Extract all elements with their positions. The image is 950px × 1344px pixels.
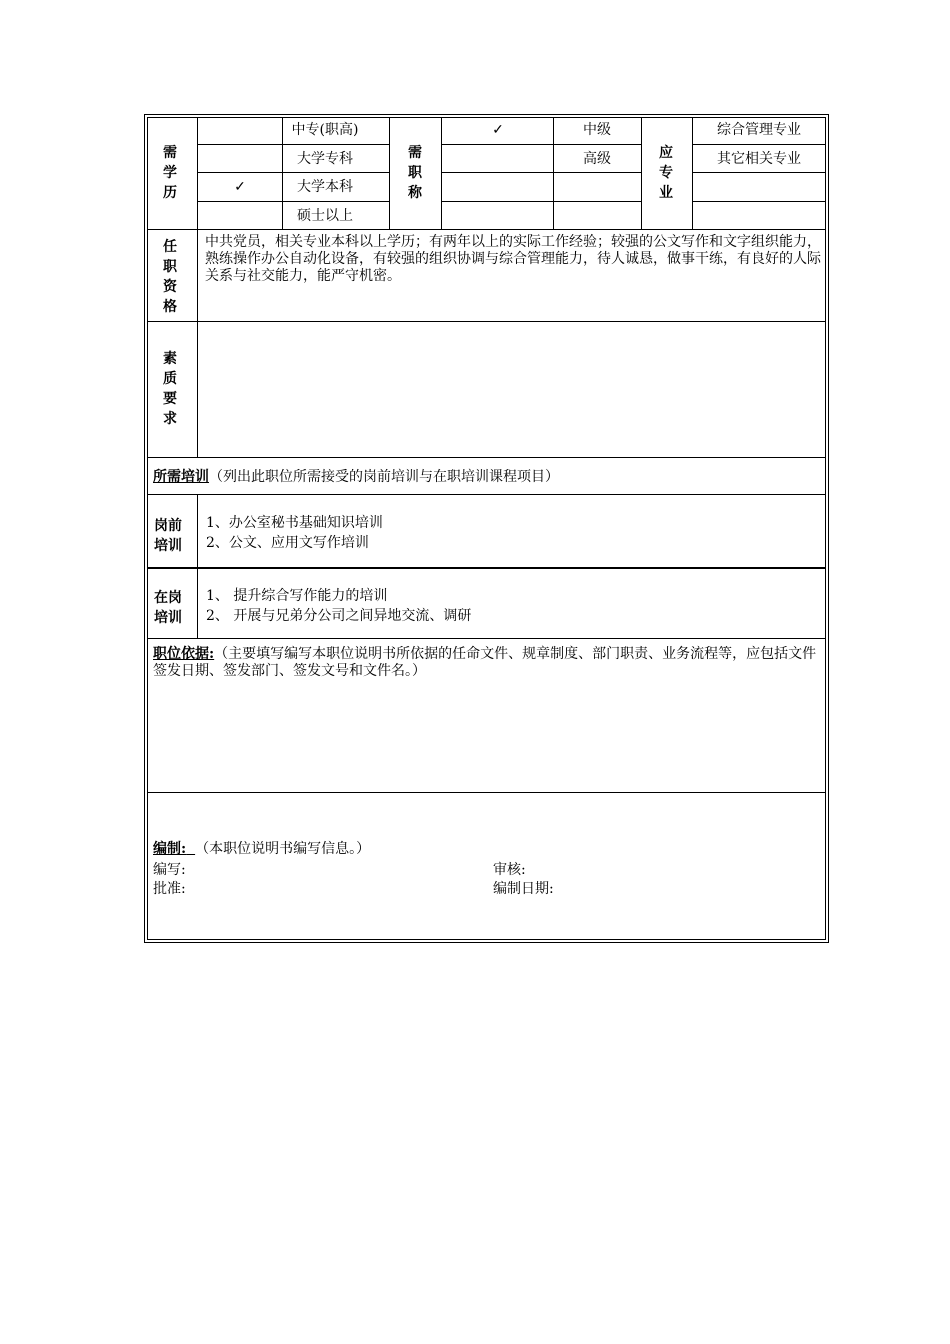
grid-line [692, 144, 826, 145]
quality-label: 素质要求 [163, 351, 177, 427]
on-job-training-label: 在岗培训 [154, 590, 182, 626]
divider-line [147, 229, 826, 230]
grid-line [692, 201, 826, 202]
divider-line [147, 792, 826, 793]
compile-note: （本职位说明书编写信息。） [195, 841, 371, 857]
divider-line [147, 494, 826, 495]
qualification-text: 中共党员，相关专业本科以上学历；有两年以上的实际工作经验；较强的公文写作和文字组织能力，熟练操作办公自动化设备，有较强的组织协调与综合管理能力，待人诚恳，做事干练，有良好的人际关系与社交能力，能严守机密。 [205, 234, 821, 284]
divider-line [147, 457, 826, 458]
compile-approver: 批准: [153, 881, 186, 897]
training-header [153, 469, 559, 485]
training-note: （列出此职位所需接受的岗前培训与在职培训课程项目） [209, 469, 559, 485]
education-option-2: 大学专科 [297, 151, 353, 167]
pre-job-training-item-2: 2、公文、应用文写作培训 [206, 535, 369, 551]
major-option-2: 其它相关专业 [717, 151, 801, 167]
training-title: 所需培训 [153, 469, 209, 485]
grid-line [441, 201, 641, 202]
compile-writer: 编写: [153, 862, 186, 878]
divider-line [147, 568, 826, 569]
grid-line [197, 494, 198, 638]
grid-line [441, 172, 641, 173]
grid-line [197, 201, 389, 202]
grid-line [389, 117, 390, 229]
basis-title: 职位依据: [153, 646, 215, 662]
education-label: 需学历 [163, 145, 177, 201]
grid-line [197, 144, 389, 145]
grid-line [692, 172, 826, 173]
grid-line [197, 172, 389, 173]
major-label: 应专业 [659, 145, 673, 201]
compile-title: 编制: [153, 841, 187, 857]
basis-note: （主要填写编写本职位说明书所依据的任命文件、规章制度、部门职责、业务流程等，应包括文件签发日期、签发部门、签发文号和文件名。） [153, 646, 817, 679]
title-check-1: ✓ [492, 122, 504, 138]
major-option-1: 综合管理专业 [717, 122, 801, 138]
grid-line [641, 117, 642, 229]
qualification-label: 任职资格 [163, 239, 177, 315]
compile-date: 编制日期: [493, 881, 554, 897]
grid-line [197, 229, 198, 457]
pre-job-training-label: 岗前培训 [154, 518, 182, 554]
education-option-1: 中专(职高) [291, 122, 359, 138]
title-requirement-label: 需职称 [408, 145, 422, 201]
compile-header [153, 841, 370, 857]
pre-job-training-item-1: 1、办公室秘书基础知识培训 [206, 515, 383, 531]
divider-line [147, 321, 826, 322]
basis-section [153, 646, 823, 680]
education-option-4: 硕士以上 [297, 208, 353, 224]
on-job-training-item-1: 1、 提升综合写作能力的培训 [206, 588, 388, 604]
compile-reviewer: 审核: [493, 862, 526, 878]
education-option-3: 大学本科 [297, 179, 353, 195]
on-job-training-item-2: 2、 开展与兄弟分公司之间异地交流、调研 [206, 608, 472, 624]
divider-line [147, 638, 826, 639]
grid-line [197, 117, 198, 229]
title-option-2: 高级 [583, 151, 611, 167]
title-option-1: 中级 [583, 122, 611, 138]
grid-line [441, 117, 442, 229]
grid-line [441, 144, 641, 145]
education-check-3: ✓ [234, 179, 246, 195]
